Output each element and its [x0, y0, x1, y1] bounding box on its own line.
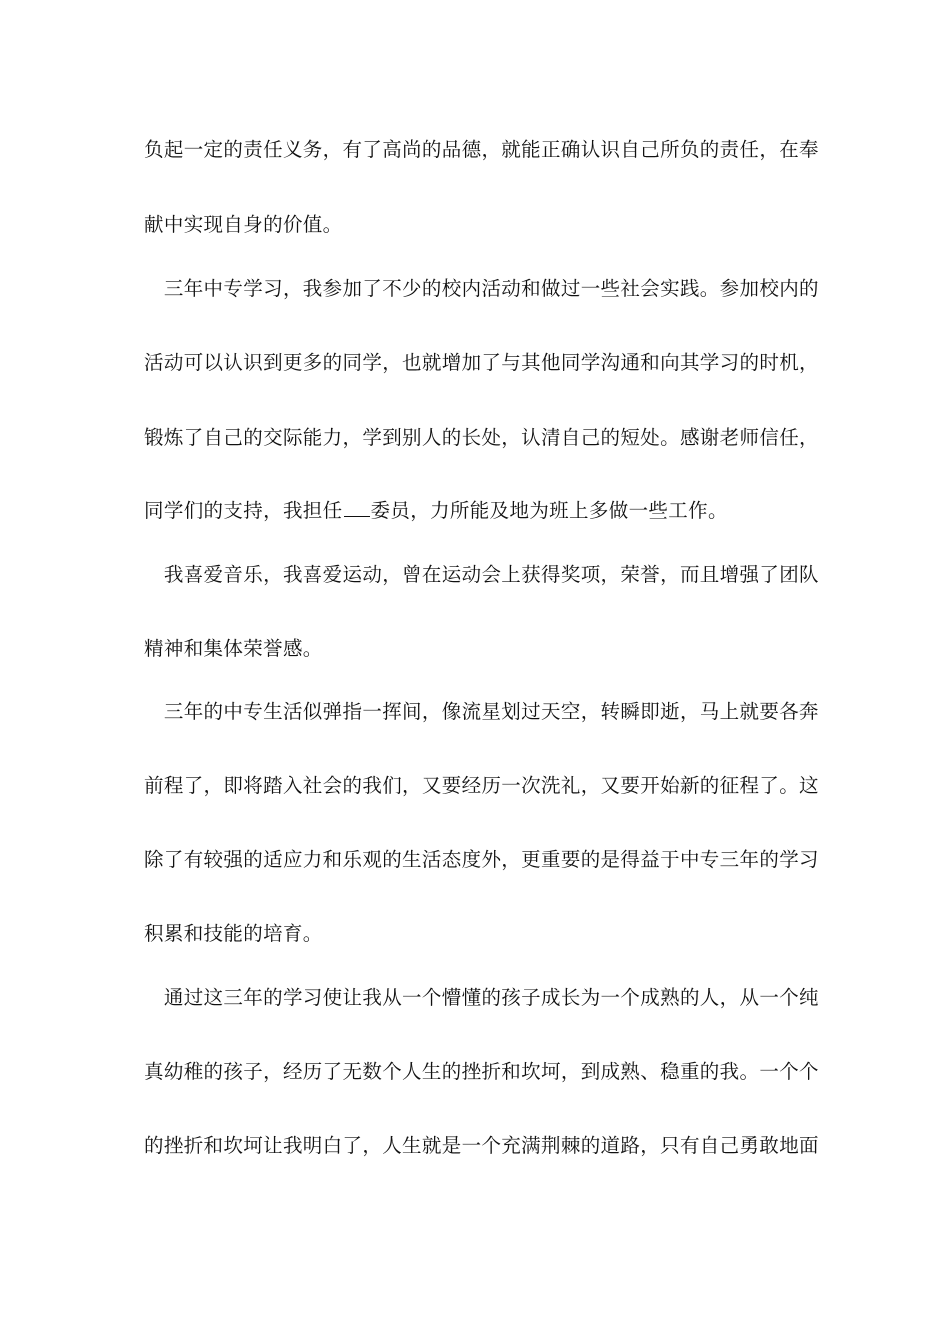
text-line-6-after: 委员，力所能及地为班上多做一些工作。: [370, 499, 728, 522]
fill-in-blank: [344, 502, 370, 517]
text-line-4: 活动可以认识到更多的同学，也就增加了与其他同学沟通和向其学习的时机，: [144, 351, 819, 374]
text-line-6: [144, 499, 804, 523]
text-line-15: 的挫折和坎坷让我明白了，人生就是一个充满荆棘的道路，只有自己勇敢地面: [144, 1134, 819, 1157]
text-line-3: 三年中专学习，我参加了不少的校内活动和做过一些社会实践。参加校内的: [144, 277, 819, 300]
text-line-2: 献中实现自身的价值。: [144, 213, 343, 236]
text-line-11: 除了有较强的适应力和乐观的生活态度外，更重要的是得益于中专三年的学习: [144, 848, 819, 871]
text-line-12: 积累和技能的培育。: [144, 922, 323, 945]
text-line-6-before: 同学们的支持，我担任: [144, 499, 343, 522]
text-line-8: 精神和集体荣誉感。: [144, 637, 323, 660]
text-line-14: 真幼稚的孩子，经历了无数个人生的挫折和坎坷，到成熟、稳重的我。一个个: [144, 1060, 819, 1083]
text-line-7: 我喜爱音乐，我喜爱运动，曾在运动会上获得奖项，荣誉，而且增强了团队: [144, 563, 819, 586]
text-line-1: 负起一定的责任义务，有了高尚的品德，就能正确认识自己所负的责任，在奉: [144, 138, 819, 161]
text-line-13: 通过这三年的学习使让我从一个懵懂的孩子成长为一个成熟的人，从一个纯: [144, 986, 819, 1009]
text-line-5: 锻炼了自己的交际能力，学到别人的长处，认清自己的短处。感谢老师信任，: [144, 426, 819, 449]
text-line-10: 前程了，即将踏入社会的我们，又要经历一次洗礼，又要开始新的征程了。这: [144, 774, 819, 797]
text-line-9: 三年的中专生活似弹指一挥间，像流星划过天空，转瞬即逝，马上就要各奔: [144, 700, 819, 723]
